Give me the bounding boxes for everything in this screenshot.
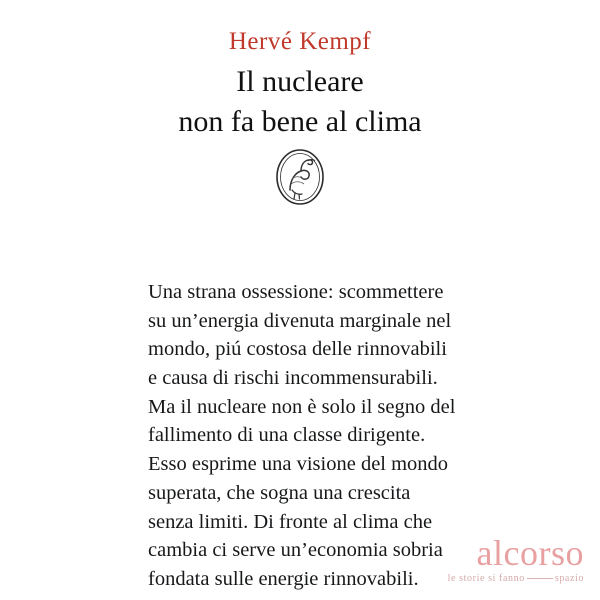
publisher-imprint (448, 535, 584, 584)
tagline-rule (527, 578, 553, 579)
title-line-2: non fa bene al clima (178, 104, 422, 138)
title-line-1: Il nucleare (236, 65, 364, 98)
imprint-tagline (448, 574, 584, 584)
imprint-tagline-right: spazio (554, 573, 584, 584)
cover-blurb-text: Una strana ossessione: scommettere su un’energia divenuta marginale nel mondo, piú costosa delle rinnovabili e causa di rischi incommensurabili. Ma il nucleare non è solo il segno del fallimento di una classe dirigente. Esso esprime una visione del mondo superata, che sogna una crescita senza limiti. Di fronte al clima che cambia ci serve un’economia sobria fondata sulle energie rinnovabili. (148, 281, 456, 590)
imprint-name: alcorso (476, 533, 584, 573)
ostrich-publisher-emblem-icon (268, 146, 332, 208)
book-title (0, 62, 600, 141)
imprint-tagline-left: le storie si fanno (447, 573, 525, 584)
author-name: Hervé Kempf (228, 28, 372, 55)
